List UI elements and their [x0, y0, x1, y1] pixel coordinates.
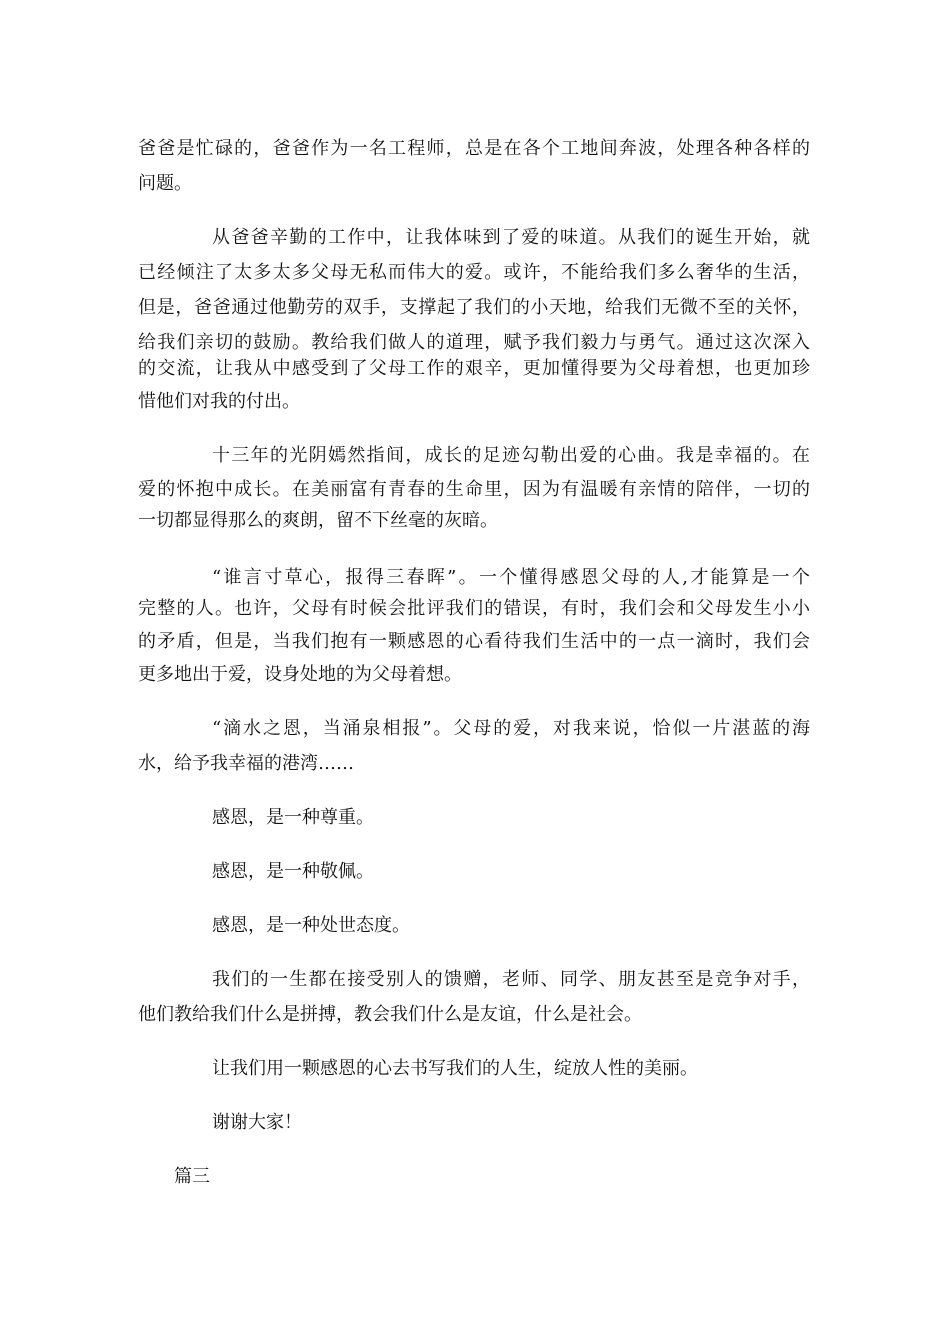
text-line: 十三年的光阴嫣然指间，成长的足迹勾勒出爱的心曲。我是幸福的。在 — [212, 445, 810, 466]
text-line: 水，给予我幸福的港湾…… — [138, 753, 354, 774]
text-line: 我们的一生都在接受别人的馈赠，老师、同学、朋友甚至是竞争对手， — [212, 969, 810, 990]
text-line: 一切都显得那么的爽朗，留不下丝毫的灰暗。 — [138, 510, 498, 531]
text-line: 从爸爸辛勤的工作中，让我体味到了爱的味道。从我们的诞生开始，就 — [212, 227, 810, 248]
text-line: 完整的人。也许，父母有时候会批评我们的错误，有时，我们会和父母发生小小 — [138, 598, 810, 619]
text-line: 感恩，是一种处世态度。 — [212, 915, 410, 936]
text-line: 爱的怀抱中成长。在美丽富有青春的生命里，因为有温暖有亲情的陪伴，一切的 — [138, 479, 810, 500]
text-line: 已经倾注了太多太多父母无私而伟大的爱。或许，不能给我们多么奢华的生活， — [138, 262, 810, 283]
text-line: “滴水之恩，当涌泉相报”。父母的爱，对我来说，恰似一片湛蓝的海 — [212, 718, 810, 739]
text-line: 给我们亲切的鼓励。教给我们做人的道理，赋予我们毅力与勇气。通过这次深入 — [138, 332, 810, 353]
text-line: 谢谢大家！ — [212, 1112, 302, 1133]
text-line: 的交流，让我从中感受到了父母工作的艰辛，更加懂得要为父母着想，也更加珍 — [138, 358, 810, 379]
text-line: 他们教给我们什么是拼搏，教会我们什么是友谊，什么是社会。 — [138, 1004, 642, 1025]
text-line: 让我们用一颗感恩的心去书写我们的人生，绽放人性的美丽。 — [212, 1058, 698, 1079]
text-line: 更多地出于爱，设身处地的为父母着想。 — [138, 664, 462, 685]
section-heading: 篇三 — [174, 1166, 210, 1187]
text-line: “谁言寸草心，报得三春晖”。一个懂得感恩父母的人,才能算是一个 — [212, 567, 810, 588]
text-line: 感恩，是一种尊重。 — [212, 807, 374, 828]
text-line: 但是，爸爸通过他勤劳的双手，支撑起了我们的小天地，给我们无微不至的关怀， — [138, 297, 810, 318]
text-line: 爸爸是忙碌的，爸爸作为一名工程师，总是在各个工地间奔波，处理各种各样的 — [138, 138, 810, 159]
text-line: 的矛盾，但是，当我们抱有一颗感恩的心看待我们生活中的一点一滴时，我们会 — [138, 631, 810, 652]
text-line: 惜他们对我的付出。 — [138, 391, 300, 412]
text-line: 感恩，是一种敬佩。 — [212, 861, 374, 882]
text-line: 问题。 — [138, 173, 192, 194]
